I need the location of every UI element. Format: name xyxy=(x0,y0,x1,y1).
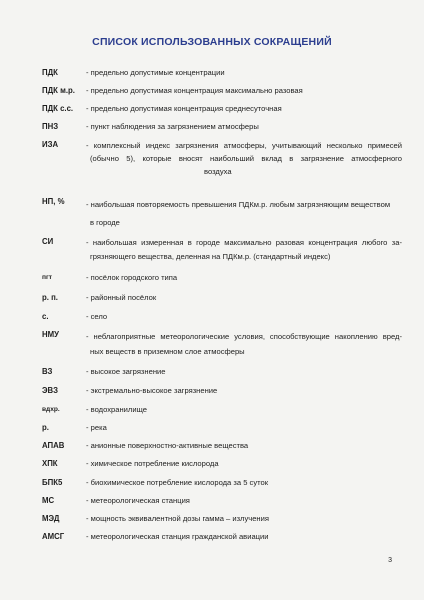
definition-line: - высокое загрязнение xyxy=(86,367,166,376)
abbreviation: АПАВ xyxy=(42,441,65,450)
definition-line: - экстремально-высокое загрязнение xyxy=(86,386,218,395)
definition xyxy=(86,458,402,469)
definition xyxy=(86,236,402,264)
definition-line: ных веществ в приземном слое атмосферы xyxy=(90,347,245,356)
abbreviation: АМСГ xyxy=(42,532,65,541)
abbreviation: НП, % xyxy=(42,197,65,206)
abbreviation: ХПК xyxy=(42,459,58,468)
definition-line: - комплексный индекс загрязнения атмосферы, учитывающий несколько примесей xyxy=(86,141,402,150)
definition-line: грязняющего вещества, деленная на ПДКм.р. (стандартный индекс) xyxy=(90,252,331,261)
abbreviation: ПДК м.р. xyxy=(42,86,75,95)
abbreviation: с. xyxy=(42,312,49,321)
definition xyxy=(86,329,402,359)
definition-line: - наибольшая повторяемость превышения ПДКм.р. любым загрязняющим веществом xyxy=(86,200,391,209)
abbreviation: ИЗА xyxy=(42,140,59,149)
abbreviation: НМУ xyxy=(42,330,59,339)
definition-line: - река xyxy=(86,423,107,432)
definition xyxy=(86,196,402,232)
definition-line: воздуха xyxy=(204,167,232,176)
definition xyxy=(86,292,402,303)
definition-line: в городе xyxy=(90,218,120,227)
definition-line: - пункт наблюдения за загрязнением атмосферы xyxy=(86,122,259,131)
abbreviation: ПДК с.с. xyxy=(42,104,74,113)
definition-line: - метеорологическая станция xyxy=(86,496,190,505)
definition-line: - биохимическое потребление кислорода за 5 суток xyxy=(86,478,269,487)
abbreviation: ЭВЗ xyxy=(42,386,58,395)
definition xyxy=(86,67,402,78)
abbreviation: пгт xyxy=(42,274,52,281)
definition-line: (обычно 5), которые вносят наибольший вклад в загрязнение атмосферного xyxy=(90,154,402,163)
abbreviation: СИ xyxy=(42,237,54,246)
definition xyxy=(86,422,402,433)
definition xyxy=(86,385,402,396)
abbreviation: БПК5 xyxy=(42,478,63,487)
definition xyxy=(86,404,402,415)
definition-line: - село xyxy=(86,312,108,321)
definition xyxy=(86,139,402,178)
definition xyxy=(86,513,402,524)
definition xyxy=(86,85,402,96)
definition-line: - анионные поверхностно-активные вещества xyxy=(86,441,249,450)
abbreviation: ПНЗ xyxy=(42,122,59,131)
definition-line: - мощность эквивалентной дозы гамма – излучения xyxy=(86,514,269,523)
definition-line: - предельно допустимые концентрации xyxy=(86,68,225,77)
definition xyxy=(86,103,402,114)
definition xyxy=(86,477,402,488)
abbreviation: ПДК xyxy=(42,68,58,77)
definition xyxy=(86,366,402,377)
definition xyxy=(86,531,402,542)
definition-line: - химическое потребление кислорода xyxy=(86,459,219,468)
page-title: СПИСОК ИСПОЛЬЗОВАННЫХ СОКРАЩЕНИЙ xyxy=(92,36,332,48)
definition-line: - районный посёлок xyxy=(86,293,157,302)
abbreviation: МЭД xyxy=(42,514,60,523)
abbreviation: ВЗ xyxy=(42,367,53,376)
definition xyxy=(86,121,402,132)
definition-line: - водохранилище xyxy=(86,405,147,414)
abbreviation: р. п. xyxy=(42,293,58,302)
definition xyxy=(86,311,402,322)
definition-line: - предельно допустимая концентрация максимально разовая xyxy=(86,86,303,95)
definition xyxy=(86,440,402,451)
definition-line: - метеорологическая станция гражданской авиации xyxy=(86,532,269,541)
definition xyxy=(86,495,402,506)
abbreviation: р. xyxy=(42,423,49,432)
page-number: 3 xyxy=(388,557,392,564)
definition-line: - посёлок городского типа xyxy=(86,273,178,282)
definition xyxy=(86,272,402,283)
definition-line: - предельно допустимая концентрация среднесуточная xyxy=(86,104,282,113)
abbreviation: вдхр. xyxy=(42,406,60,413)
definition-line: - неблагоприятные метеорологические условия, способствующие накоплению вред- xyxy=(86,332,402,341)
abbreviation: МС xyxy=(42,496,55,505)
definition-line: - наибольшая измеренная в городе максимально разовая концентрация любого за- xyxy=(86,238,402,247)
